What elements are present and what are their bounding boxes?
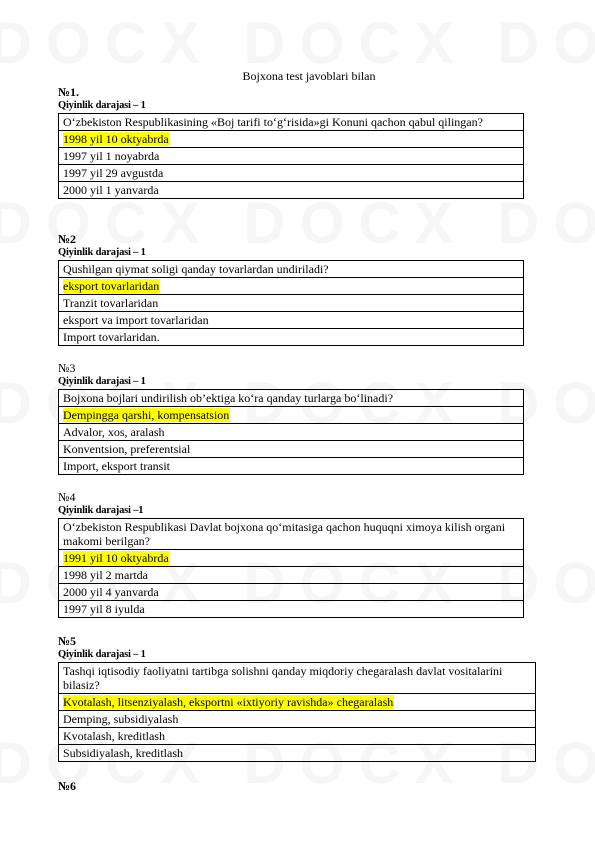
question-number: №2: [58, 232, 77, 246]
question-number: №4: [58, 490, 76, 504]
question-text: O‘zbekiston Respublikasining «Boj tarifi to‘g‘risida»gi Konuni qachon qabul qilingan?: [59, 114, 524, 131]
difficulty-level: Qiyinlik darajasi – 1: [58, 247, 146, 258]
question-table: [58, 260, 524, 346]
question-table: [58, 113, 524, 199]
question-table: [58, 389, 524, 475]
answer-text: Dempingga qarshi, kompensatsion: [63, 408, 230, 422]
question-block-1: [58, 85, 536, 199]
answer-option: Tranzit tovarlaridan: [59, 295, 524, 312]
answer-text: eksport tovarlaridan: [63, 279, 160, 293]
answer-option: eksport va import tovarlaridan: [59, 312, 524, 329]
answer-correct: [59, 694, 536, 711]
answer-correct: [59, 131, 524, 148]
question-block-3: [58, 361, 536, 475]
answer-text: 1991 yil 10 oktyabrda: [63, 551, 169, 565]
answer-text: Kvotalash, litsenziyalash, eksportni «ixtiyoriy ravishda» chegaralash: [63, 695, 394, 709]
answer-option: Advalor, xos, aralash: [59, 424, 524, 441]
question-block-5: [58, 634, 536, 762]
answer-option: Subsidiyalash, kreditlash: [59, 745, 536, 762]
answer-option: 2000 yil 1 yanvarda: [59, 182, 524, 199]
answer-text: 1998 yil 10 oktyabrda: [63, 132, 169, 146]
answer-option: Import tovarlaridan.: [59, 329, 524, 346]
answer-correct: [59, 407, 524, 424]
difficulty-level: Qiyinlik darajasi – 1: [58, 376, 146, 387]
difficulty-level: Qiyinlik darajasi –1: [58, 505, 144, 516]
answer-option: Kvotalash, kreditlash: [59, 728, 536, 745]
answer-option: 1997 yil 8 iyulda: [59, 601, 524, 618]
question-number: №6: [58, 779, 77, 793]
answer-option: 1997 yil 29 avgustda: [59, 165, 524, 182]
answer-option: Demping, subsidiyalash: [59, 711, 536, 728]
question-text: Qushilgan qiymat soligi qanday tovarlardan undiriladi?: [59, 261, 524, 278]
answer-option: 1998 yil 2 martda: [59, 567, 524, 584]
question-number: №1.: [58, 85, 80, 99]
question-text: O‘zbekiston Respublikasi Davlat bojxona qo‘mitasiga qachon huquqni ximoya kilish organi makomi berilgan?: [59, 519, 524, 550]
answer-option: Import, eksport transit: [59, 458, 524, 475]
question-table: [58, 518, 524, 618]
answer-correct: [59, 550, 524, 567]
document-title: Bojxona test javoblari bilan: [242, 69, 376, 83]
question-block-6: [58, 779, 536, 793]
question-text: Tashqi iqtisodiy faoliyatni tartibga solishni qanday miqdoriy chegaralash davlat vositalarini bilasiz?: [59, 663, 536, 694]
question-block-2: [58, 232, 536, 346]
question-number: №5: [58, 634, 77, 648]
difficulty-level: Qiyinlik darajasi – 1: [58, 649, 146, 660]
watermark-row: [0, 10, 595, 77]
answer-correct: [59, 278, 524, 295]
answer-option: 1997 yil 1 noyabrda: [59, 148, 524, 165]
question-table: [58, 662, 536, 762]
difficulty-level: Qiyinlik darajasi – 1: [58, 100, 146, 111]
answer-option: Konventsion, preferentsial: [59, 441, 524, 458]
answer-option: 2000 yil 4 yanvarda: [59, 584, 524, 601]
question-number: №3: [58, 361, 76, 375]
question-block-4: [58, 490, 536, 618]
question-text: Bojxona bojlari undirilish ob’ektiga ko‘ra qanday turlarga bo‘linadi?: [59, 390, 524, 407]
